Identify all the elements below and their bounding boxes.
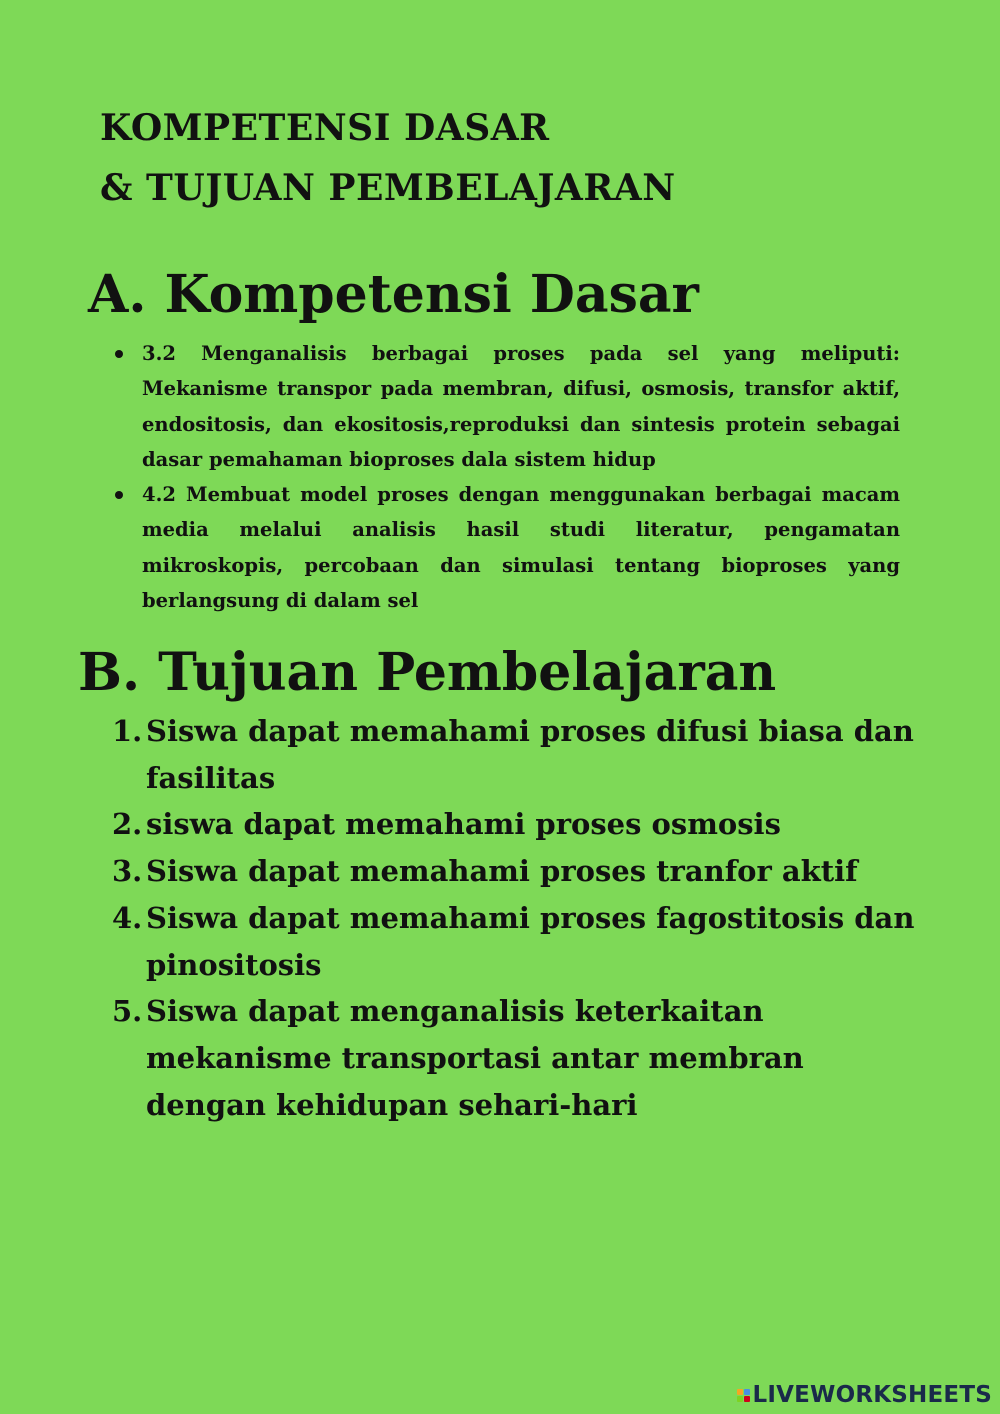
kompetensi-dasar-title: A. Kompetensi Dasar xyxy=(88,264,699,325)
item-number: 5. xyxy=(112,994,143,1029)
list-item xyxy=(78,895,916,988)
item-number: 3. xyxy=(112,854,143,889)
header-line-2: & TUJUAN PEMBELAJARAN xyxy=(100,167,676,209)
bullet-icon xyxy=(115,491,123,499)
item-number: 2. xyxy=(112,807,143,842)
liveworksheets-watermark xyxy=(737,1382,992,1408)
tujuan-pembelajaran-section xyxy=(78,638,928,1128)
tp-item-text: Siswa dapat memahami proses difusi biasa dan fasilitas xyxy=(146,714,914,795)
kd-item-text: 3.2 Menganalisis berbagai proses pada sel yang meliputi: Mekanisme transpor pada membran, difusi, osmosis, transfor aktif, endositosis, dan ekositosis,reproduksi dan sintesis protein sebagai dasar pemahaman bioproses dala sistem hidup xyxy=(142,342,900,471)
list-item xyxy=(78,708,916,801)
page-header xyxy=(100,98,676,218)
kd-item-text: 4.2 Membuat model proses dengan menggunakan berbagai macam media melalui analisis hasil studi literatur, pengamatan mikroskopis, percobaan dan simulasi tentang bioproses yang berlangsung di dalam sel xyxy=(142,483,900,613)
kompetensi-dasar-section xyxy=(88,260,918,618)
kompetensi-dasar-list xyxy=(114,336,900,618)
list-item xyxy=(78,801,916,848)
item-number: 4. xyxy=(112,900,143,935)
tp-item-text: Siswa dapat memahami proses fagostitosis dan pinositosis xyxy=(146,900,915,982)
logo-square xyxy=(744,1396,750,1402)
liveworksheets-logo-icon xyxy=(737,1389,750,1402)
list-item xyxy=(114,477,900,618)
tp-item-text: Siswa dapat menganalisis keterkaitan mekanisme transportasi antar membran dengan kehidupan sehari-hari xyxy=(146,994,804,1122)
tujuan-pembelajaran-title: B. Tujuan Pembelajaran xyxy=(78,642,777,703)
logo-square xyxy=(737,1396,743,1402)
item-number: 1. xyxy=(112,714,143,748)
list-item xyxy=(78,848,916,895)
logo-square xyxy=(744,1389,750,1395)
tp-item-text: siswa dapat memahami proses osmosis xyxy=(146,807,781,842)
list-item xyxy=(78,988,916,1128)
header-line-1: KOMPETENSI DASAR xyxy=(100,107,550,149)
watermark-text: LIVEWORKSHEETS xyxy=(752,1382,992,1408)
bullet-icon xyxy=(115,350,123,358)
logo-square xyxy=(737,1389,743,1395)
list-item xyxy=(114,336,900,477)
tp-item-text: Siswa dapat memahami proses tranfor aktif xyxy=(146,854,858,889)
tujuan-pembelajaran-list xyxy=(78,708,928,1128)
